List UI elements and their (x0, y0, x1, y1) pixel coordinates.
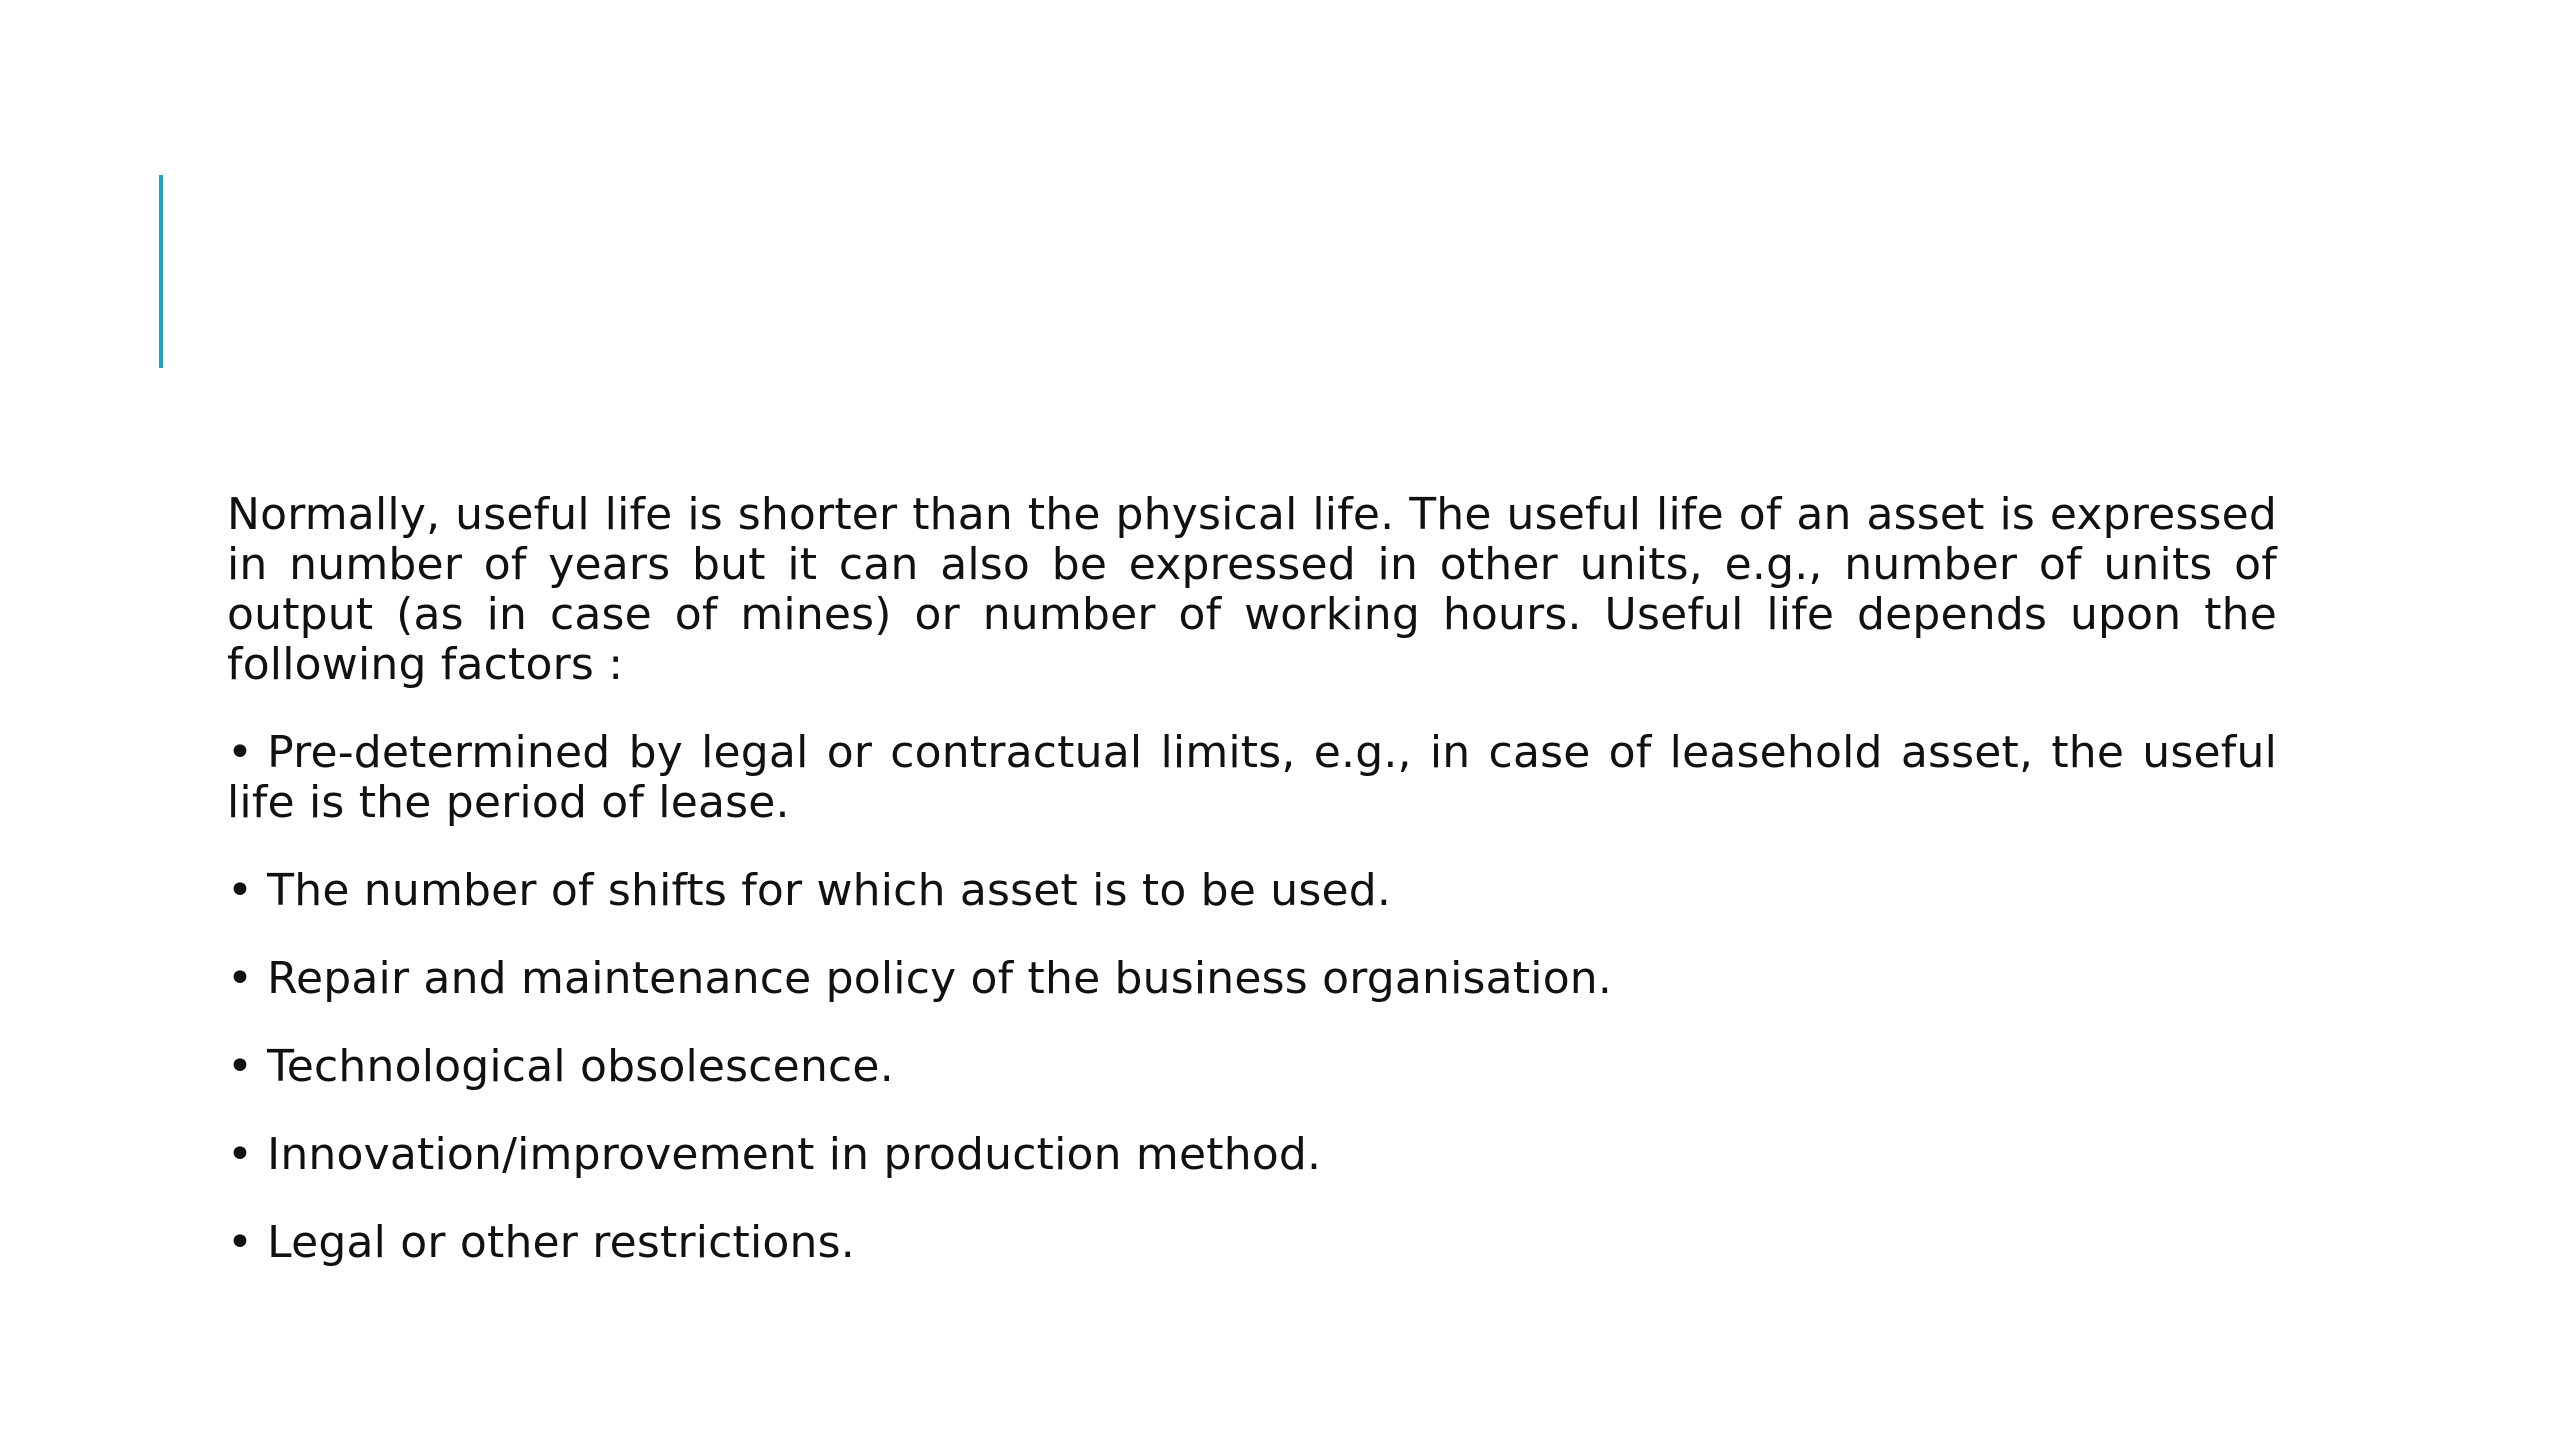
bullet-text: The number of shifts for which asset is to be used. (267, 865, 1392, 916)
bullet-icon: • (227, 865, 254, 916)
bullet-item (227, 1042, 2277, 1092)
bullet-text: Innovation/improvement in production method. (267, 1129, 1322, 1180)
slide-body (227, 490, 2277, 1306)
bullet-text: Legal or other restrictions. (267, 1217, 855, 1268)
bullet-icon: • (227, 1041, 254, 1092)
intro-paragraph: Normally, useful life is shorter than the physical life. The useful life of an asset is expressed in number of years but it can also be expressed in other units, e.g., number of units of output (as in case of mines) or number of working hours. Useful life depends upon the following factors : (227, 489, 2277, 690)
bullet-text: Repair and maintenance policy of the business organisation. (267, 953, 1613, 1004)
bullet-item (227, 866, 2277, 916)
bullet-item (227, 1218, 2277, 1268)
bullet-icon: • (227, 1129, 254, 1180)
bullet-icon: • (227, 727, 254, 778)
bullet-icon: • (227, 953, 254, 1004)
title-accent-bar (159, 175, 163, 368)
bullet-item (227, 954, 2277, 1004)
bullet-text: Technological obsolescence. (267, 1041, 894, 1092)
bullet-icon: • (227, 1217, 254, 1268)
bullet-item (227, 728, 2277, 828)
bullet-item (227, 1130, 2277, 1180)
bullet-text: Pre-determined by legal or contractual limits, e.g., in case of leasehold asset, the useful life is the period of lease. (227, 727, 2277, 828)
